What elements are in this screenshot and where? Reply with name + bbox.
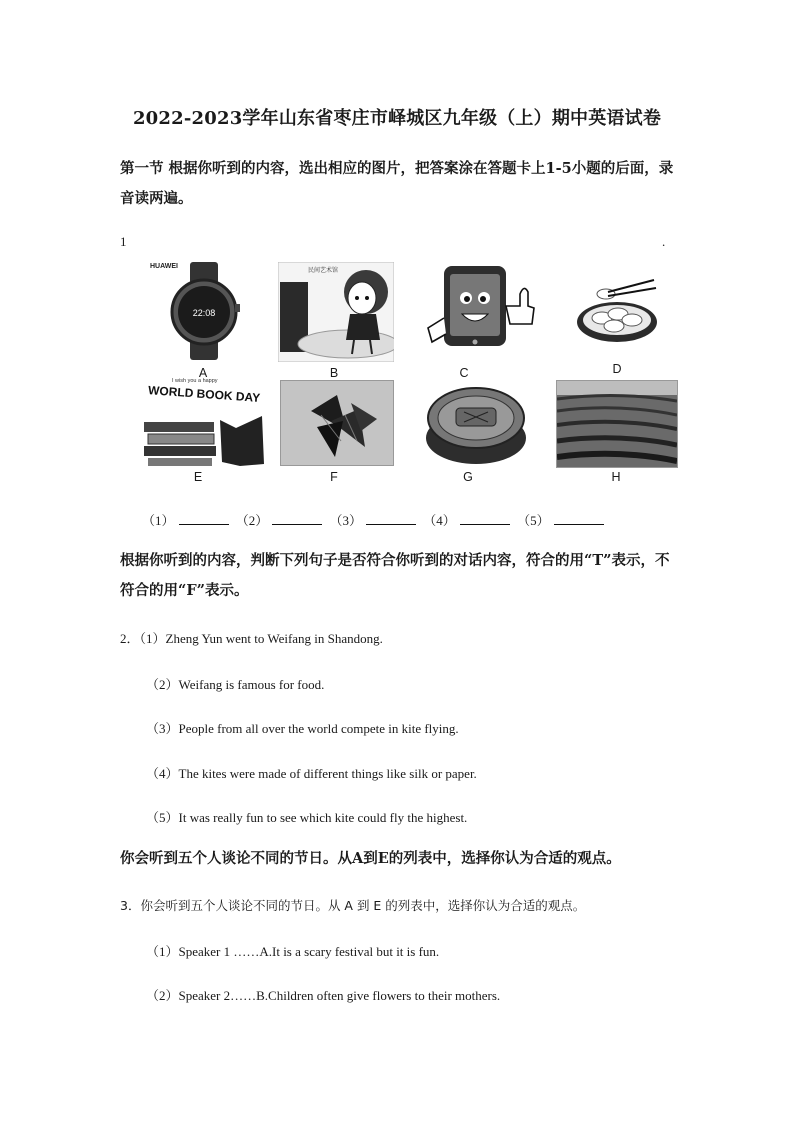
section2-heading: 根据你听到的内容，判断下列句子是否符合你听到的对话内容，符合的用“T”表示，不符合的用“F”表示。 <box>120 552 670 599</box>
answer-blank-3[interactable] <box>366 514 416 525</box>
image-d-dumplings <box>574 276 660 346</box>
question-2-item-5: （5）It was really fun to see which kite could fly the highest. <box>146 810 468 825</box>
brand-label: HUAWEI <box>150 263 178 270</box>
answer-label-3: （3） <box>329 513 363 528</box>
question-2-item-4: （4）The kites were made of different things like silk or paper. <box>146 766 477 781</box>
museum-sign: 民间艺术馆 <box>308 268 339 274</box>
page-title: 2022-2023学年山东省枣庄市峄城区九年级（上）期中英语试卷 <box>132 108 662 129</box>
image-b-cartoon-girl <box>278 262 394 362</box>
image-h-field <box>556 380 678 468</box>
caption-c: C <box>459 366 469 380</box>
answer-blanks <box>142 510 608 529</box>
answer-blank-5[interactable] <box>554 514 604 525</box>
smartphone-thumbs-up-icon <box>422 262 538 362</box>
cartoon-girl-icon <box>278 262 394 362</box>
zongzi-icon <box>281 381 393 465</box>
caption-h: H <box>611 470 621 484</box>
answer-blank-1[interactable] <box>179 514 229 525</box>
image-g-mooncake <box>424 378 528 468</box>
caption-a: A <box>198 366 208 380</box>
question-3: 3．你会听到五个人谈论不同的节日。从 A 到 E 的列表中，选择你认为合适的观点。 <box>120 898 586 913</box>
question-3-item-1: （1）Speaker 1 ……A.It is a scary festival but it is fun. <box>146 944 440 959</box>
question-3-item-2: （2）Speaker 2……B.Children often give flowers to their mothers. <box>146 988 501 1003</box>
image-a-smartwatch <box>142 258 264 362</box>
caption-b: B <box>329 366 339 380</box>
watch-time: 22:08 <box>192 308 216 318</box>
caption-e: E <box>193 470 203 484</box>
field-landscape-icon <box>557 381 677 467</box>
image-f-zongzi <box>280 380 394 466</box>
question-2-item-2: （2）Weifang is famous for food. <box>146 677 325 692</box>
image-e-world-book-day <box>140 376 268 468</box>
question-1-dot: . <box>662 234 666 249</box>
caption-f: F <box>330 470 338 484</box>
dumplings-chopsticks-icon <box>574 276 660 346</box>
question-2-prefix: 2． <box>120 631 140 646</box>
answer-label-5: （5） <box>517 513 550 528</box>
question-2-item-3: （3）People from all over the world compete in kite flying. <box>146 721 459 736</box>
answer-blank-4[interactable] <box>460 514 510 525</box>
question-2-item-1 <box>120 628 383 647</box>
mooncake-icon <box>424 378 528 468</box>
smartwatch-icon <box>142 258 264 362</box>
answer-label-4: （4） <box>423 513 456 528</box>
book-day-small-text: I wish you a happy <box>172 378 218 384</box>
caption-g: G <box>463 470 473 484</box>
caption-d: D <box>612 362 622 376</box>
section1-heading: 第一节 根据你听到的内容，选出相应的图片，把答案涂在答题卡上1-5小题的后面，录音读两遍。 <box>120 160 674 207</box>
section3-heading: 你会听到五个人谈论不同的节日。从A到E的列表中，选择你认为合适的观点。 <box>120 850 621 867</box>
world-book-day-icon <box>140 376 268 468</box>
question-2-text-1: （1）Zheng Yun went to Weifang in Shandong. <box>139 631 383 646</box>
answer-label-1: （1） <box>142 513 175 528</box>
book-day-banner: WORLD BOOK DAY <box>147 383 261 405</box>
answer-blank-2[interactable] <box>272 514 322 525</box>
image-c-smartphone <box>422 262 538 362</box>
question-1-number: 1 <box>120 234 127 249</box>
answer-label-2: （2） <box>235 513 269 528</box>
